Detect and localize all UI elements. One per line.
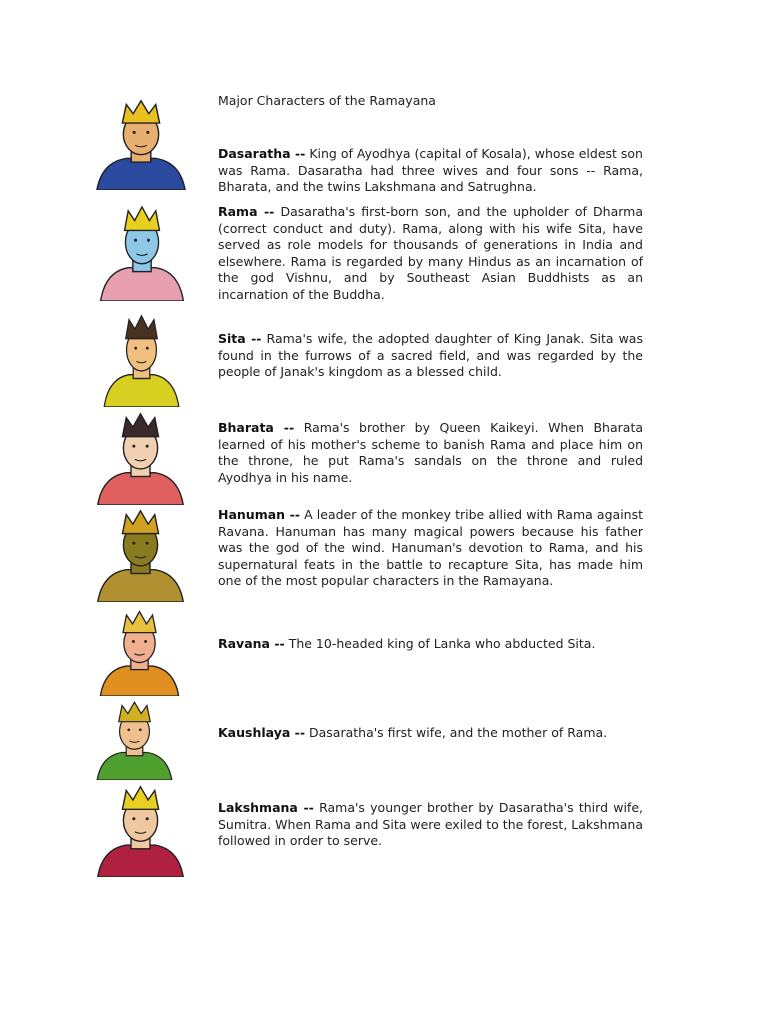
character-name: Dasaratha -- — [218, 146, 306, 161]
character-name: Ravana -- — [218, 636, 285, 651]
character-entry — [218, 636, 643, 653]
character-entry — [218, 420, 643, 486]
portrait-bharata — [93, 410, 188, 505]
character-name: Kaushlaya -- — [218, 725, 306, 740]
character-name: Lakshmana -- — [218, 800, 314, 815]
character-description: Rama's wife, the adopted daughter of King Janak. Sita was found in the furrows of a sacred field, and was regarded by the people of Janak's kingdom as a blessed child. — [218, 331, 643, 379]
portrait-lakshmana — [93, 783, 188, 877]
character-description: Dasaratha's first-born son, and the upholder of Dharma (correct conduct and duty). Rama, along with his wife Sita, have served as role models for thousands of generations in India and elsewhere. Rama is regarded by many Hindus as an incarnation of the god Vishnu, and by Southeast Asian Buddhists as an incarnation of the Buddha. — [218, 204, 643, 302]
character-description: Dasaratha's first wife, and the mother of Rama. — [309, 725, 608, 740]
character-description: Rama's brother by Queen Kaikeyi. When Bharata learned of his mother's scheme to banish Rama and place him on the throne, he put Rama's sandals on the throne and ruled Ayodhya in his name. — [218, 420, 643, 485]
character-name: Sita -- — [218, 331, 262, 346]
character-description: King of Ayodhya (capital of Kosala), whose eldest son was Rama. Dasaratha had three wives and four sons -- Rama, Bharata, and the twins Lakshmana and Satrughna. — [218, 146, 643, 194]
character-name: Rama -- — [218, 204, 275, 219]
character-description: The 10-headed king of Lanka who abducted Sita. — [288, 636, 596, 651]
portrait-sita — [100, 312, 183, 407]
character-entry — [218, 204, 643, 303]
portrait-dasaratha — [92, 97, 190, 190]
character-description: A leader of the monkey tribe allied with Rama against Ravana. Hanuman has many magical powers because his father was the god of the wind. Hanuman's devotion to Rama, and his supernatural feats in the battle to recapture Sita, has made him one of the most popular characters in the Ramayana. — [218, 507, 643, 588]
character-description: Rama's younger brother by Dasaratha's third wife, Sumitra. When Rama and Sita were exiled to the forest, Lakshmana followed in order to serve. — [218, 800, 643, 848]
character-entry — [218, 146, 643, 196]
character-entry — [218, 725, 643, 742]
page-title: Major Characters of the Ramayana — [218, 93, 436, 108]
portrait-rama — [96, 203, 188, 301]
character-entry — [218, 507, 643, 590]
portrait-hanuman — [93, 507, 188, 602]
portrait-ravana — [96, 608, 183, 696]
character-entry — [218, 331, 643, 381]
portrait-kaushlaya — [93, 699, 176, 780]
character-entry — [218, 800, 643, 850]
character-name: Bharata -- — [218, 420, 295, 435]
character-name: Hanuman -- — [218, 507, 300, 522]
